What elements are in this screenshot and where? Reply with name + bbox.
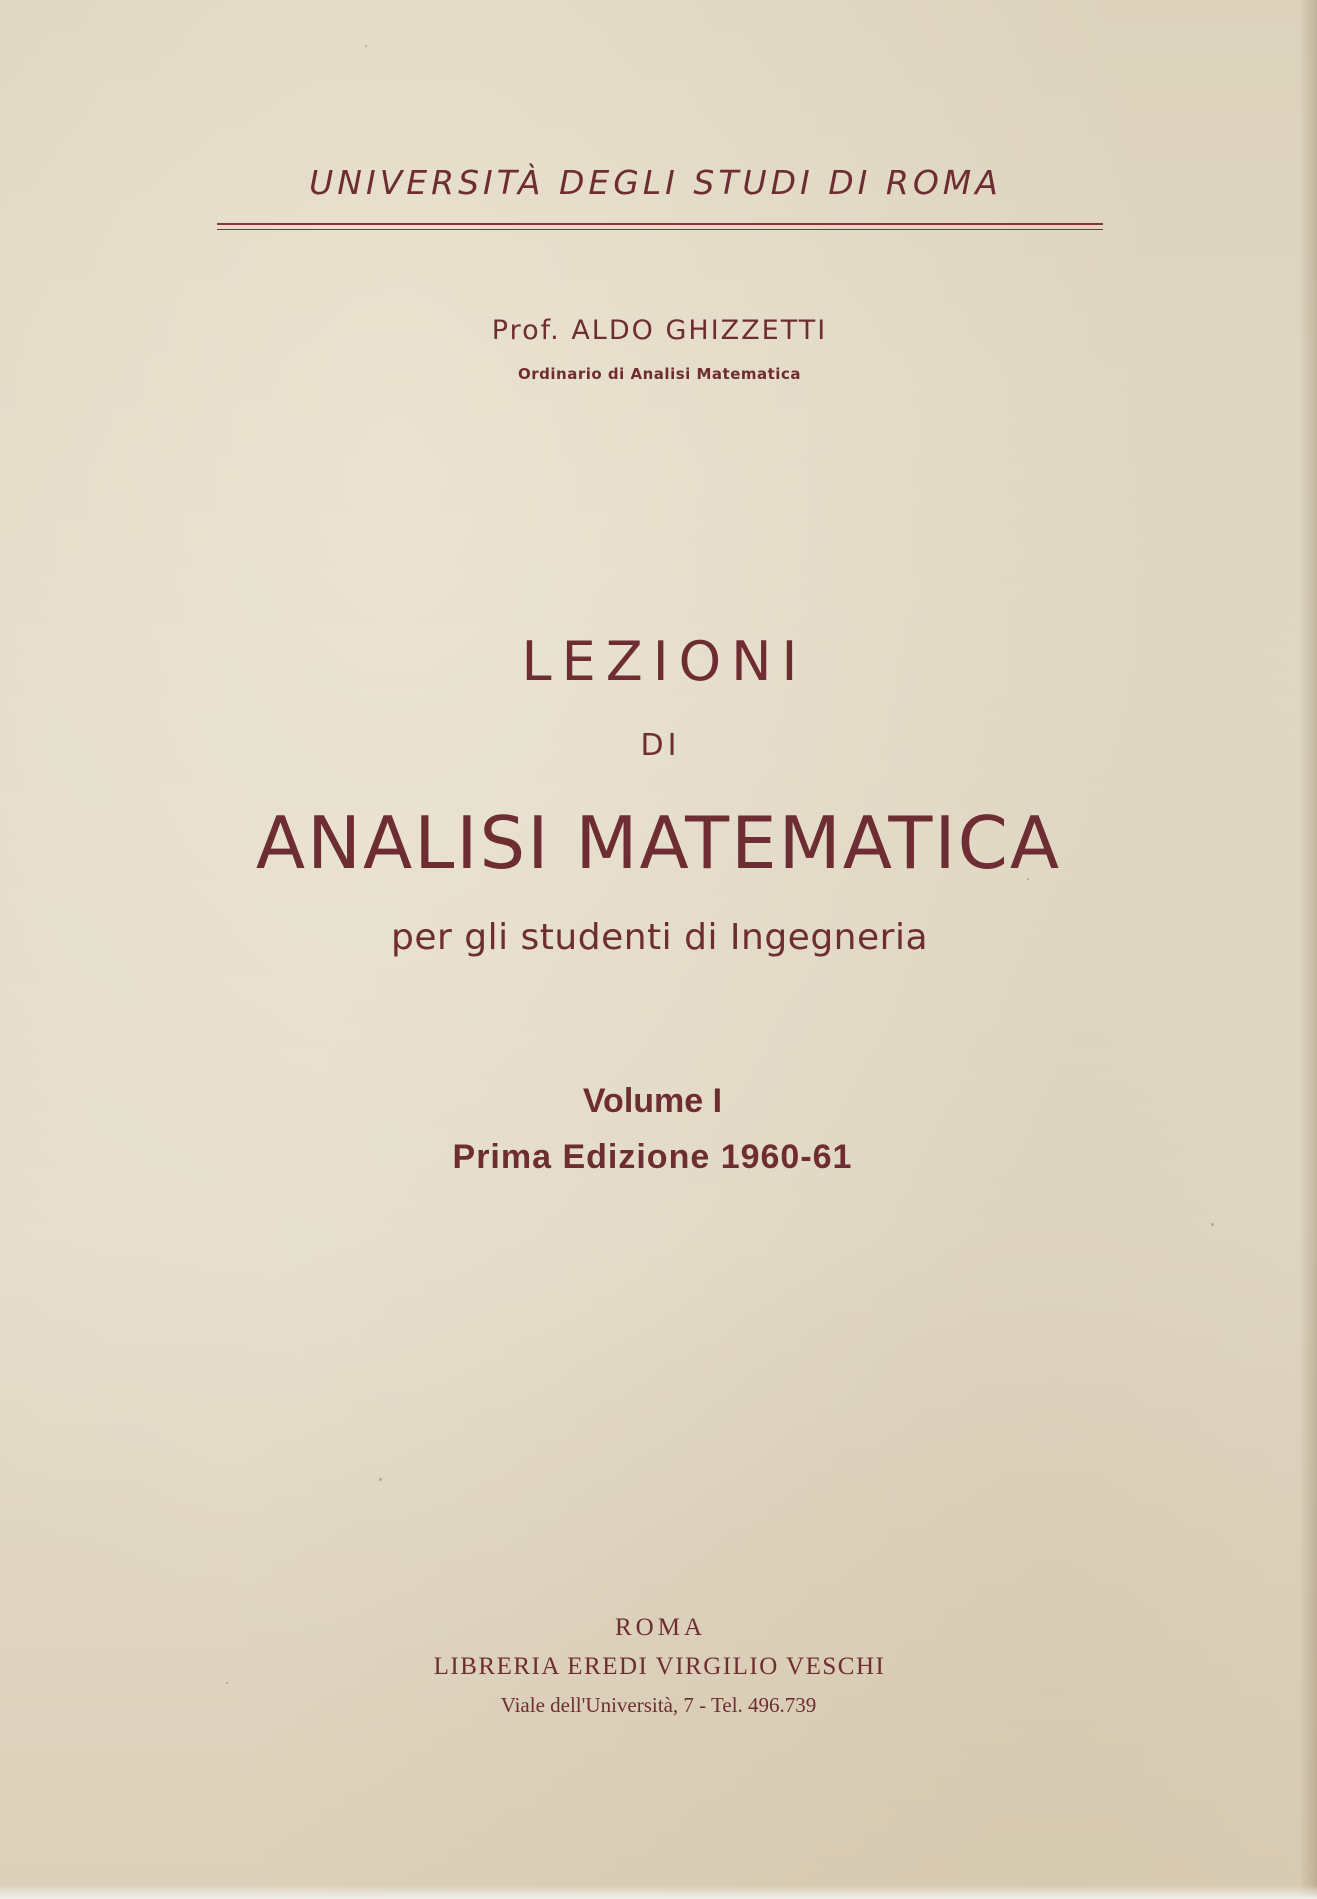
page-edge-shadow — [1299, 0, 1317, 1899]
paper-speck — [365, 45, 367, 47]
author-name: Prof. ALDO GHIZZETTI — [491, 315, 828, 346]
volume-label: Volume I — [582, 1082, 723, 1120]
header-rule-thin — [217, 229, 1103, 230]
subtitle: per gli studenti di Ingegneria — [390, 917, 929, 958]
paper-speck — [226, 1682, 228, 1684]
page-bottom-edge — [0, 1885, 1317, 1899]
publisher-name: LIBRERIA EREDI VIRGILIO VESCHI — [433, 1653, 886, 1680]
author-role: Ordinario di Analisi Matematica — [518, 365, 801, 383]
publisher-city: ROMA — [614, 1614, 706, 1641]
paper-speck — [379, 1478, 382, 1481]
header-rule-thick — [217, 223, 1103, 225]
paper-speck — [1211, 1223, 1214, 1226]
edition-label: Prima Edizione 1960-61 — [452, 1138, 853, 1176]
publisher-address: Viale dell'Università, 7 - Tel. 496.739 — [500, 1693, 817, 1717]
university-name: UNIVERSITÀ DEGLI STUDI DI ROMA — [309, 163, 1002, 202]
title-di: DI — [640, 728, 681, 763]
title-main: ANALISI MATEMATICA — [255, 801, 1062, 885]
title-lezioni: LEZIONI — [521, 630, 808, 693]
paper-speck — [1027, 878, 1029, 880]
